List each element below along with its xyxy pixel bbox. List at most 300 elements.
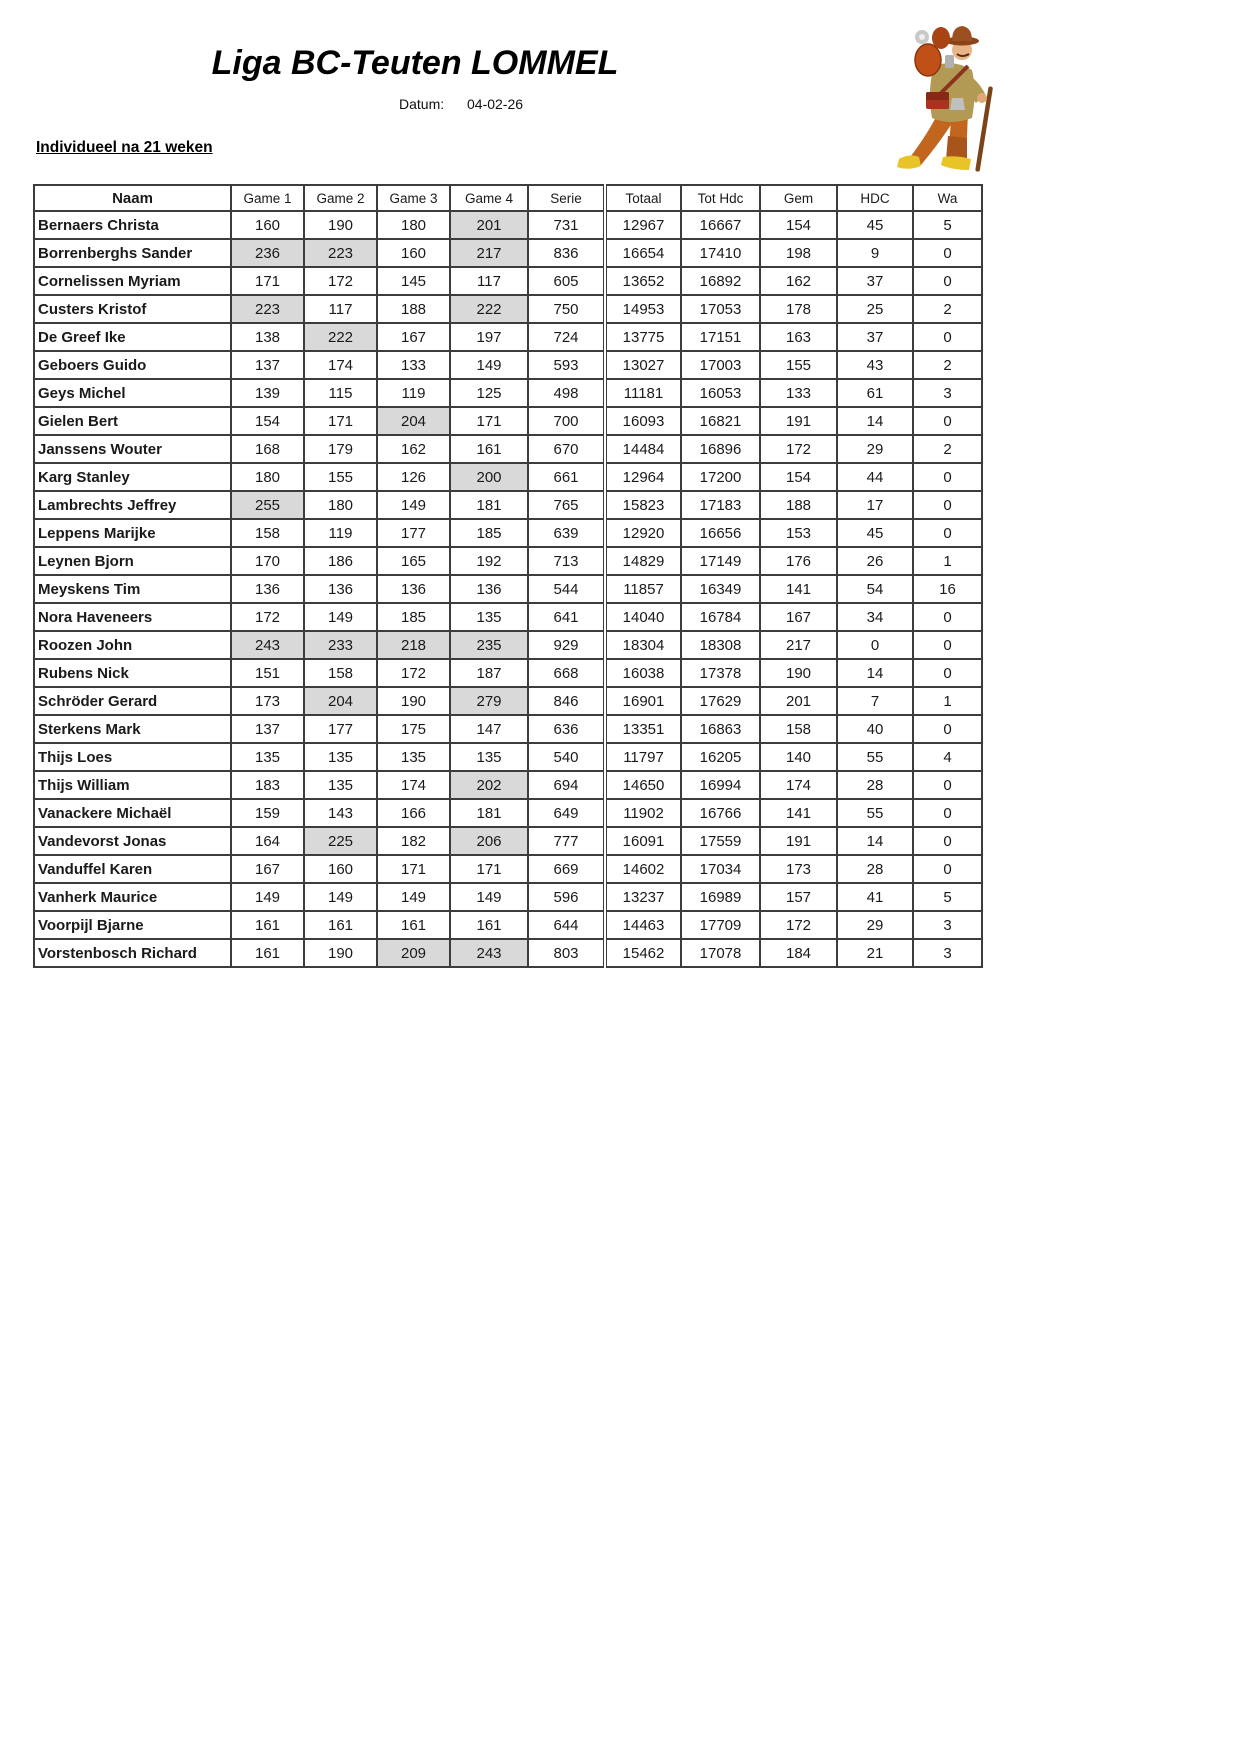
stat-cell: 172 xyxy=(760,911,837,939)
stat-cell: 55 xyxy=(837,743,913,771)
stat-cell: 0 xyxy=(837,631,913,659)
game-score-cell: 202 xyxy=(450,771,528,799)
stat-cell: 37 xyxy=(837,267,913,295)
table-row xyxy=(34,435,982,463)
stat-cell: 0 xyxy=(913,855,982,883)
stat-cell: 43 xyxy=(837,351,913,379)
stat-cell: 178 xyxy=(760,295,837,323)
player-name-cell: Vanduffel Karen xyxy=(34,855,231,883)
player-name-cell: Lambrechts Jeffrey xyxy=(34,491,231,519)
section-subtitle: Individueel na 21 weken xyxy=(36,139,213,156)
table-row xyxy=(34,631,982,659)
column-header-naam: Naam xyxy=(34,185,231,211)
table-row xyxy=(34,939,982,967)
results-table-body xyxy=(34,211,982,967)
stat-cell: 16667 xyxy=(681,211,760,239)
table-row xyxy=(34,771,982,799)
table-row xyxy=(34,687,982,715)
stat-cell: 17149 xyxy=(681,547,760,575)
stat-cell: 16 xyxy=(913,575,982,603)
stat-cell: 12964 xyxy=(605,463,681,491)
stat-cell: 34 xyxy=(837,603,913,631)
game-score-cell: 139 xyxy=(231,379,304,407)
table-row xyxy=(34,799,982,827)
game-score-cell: 149 xyxy=(450,351,528,379)
game-score-cell: 149 xyxy=(304,603,377,631)
game-score-cell: 135 xyxy=(304,743,377,771)
stat-cell: 61 xyxy=(837,379,913,407)
stat-cell: 669 xyxy=(528,855,605,883)
game-score-cell: 135 xyxy=(450,603,528,631)
stat-cell: 174 xyxy=(760,771,837,799)
stat-cell: 605 xyxy=(528,267,605,295)
stat-cell: 17378 xyxy=(681,659,760,687)
game-score-cell: 119 xyxy=(377,379,450,407)
stat-cell: 37 xyxy=(837,323,913,351)
game-score-cell: 183 xyxy=(231,771,304,799)
game-score-cell: 160 xyxy=(377,239,450,267)
game-score-cell: 126 xyxy=(377,463,450,491)
stat-cell: 17709 xyxy=(681,911,760,939)
stat-cell: 5 xyxy=(913,883,982,911)
stat-cell: 16896 xyxy=(681,435,760,463)
game-score-cell: 136 xyxy=(304,575,377,603)
stat-cell: 55 xyxy=(837,799,913,827)
game-score-cell: 166 xyxy=(377,799,450,827)
game-score-cell: 173 xyxy=(231,687,304,715)
game-score-cell: 204 xyxy=(304,687,377,715)
stat-cell: 25 xyxy=(837,295,913,323)
stat-cell: 0 xyxy=(913,799,982,827)
game-score-cell: 186 xyxy=(304,547,377,575)
stat-cell: 16892 xyxy=(681,267,760,295)
game-score-cell: 236 xyxy=(231,239,304,267)
player-name-cell: De Greef Ike xyxy=(34,323,231,351)
stat-cell: 0 xyxy=(913,631,982,659)
player-name-cell: Gielen Bert xyxy=(34,407,231,435)
table-row xyxy=(34,239,982,267)
game-score-cell: 154 xyxy=(231,407,304,435)
stat-cell: 9 xyxy=(837,239,913,267)
player-name-cell: Geys Michel xyxy=(34,379,231,407)
stat-cell: 54 xyxy=(837,575,913,603)
stat-cell: 13775 xyxy=(605,323,681,351)
game-score-cell: 170 xyxy=(231,547,304,575)
game-score-cell: 115 xyxy=(304,379,377,407)
stat-cell: 670 xyxy=(528,435,605,463)
stat-cell: 2 xyxy=(913,351,982,379)
stat-cell: 1 xyxy=(913,687,982,715)
game-score-cell: 177 xyxy=(377,519,450,547)
game-score-cell: 149 xyxy=(377,883,450,911)
stat-cell: 16863 xyxy=(681,715,760,743)
game-score-cell: 180 xyxy=(377,211,450,239)
player-name-cell: Leppens Marijke xyxy=(34,519,231,547)
stat-cell: 929 xyxy=(528,631,605,659)
game-score-cell: 138 xyxy=(231,323,304,351)
game-score-cell: 164 xyxy=(231,827,304,855)
stat-cell: 731 xyxy=(528,211,605,239)
column-header-tot-hdc: Tot Hdc xyxy=(681,185,760,211)
stat-cell: 12967 xyxy=(605,211,681,239)
stat-cell: 2 xyxy=(913,295,982,323)
stat-cell: 18308 xyxy=(681,631,760,659)
stat-cell: 11902 xyxy=(605,799,681,827)
game-score-cell: 177 xyxy=(304,715,377,743)
game-score-cell: 160 xyxy=(304,855,377,883)
stat-cell: 16766 xyxy=(681,799,760,827)
stat-cell: 498 xyxy=(528,379,605,407)
game-score-cell: 181 xyxy=(450,799,528,827)
stat-cell: 636 xyxy=(528,715,605,743)
table-row xyxy=(34,407,982,435)
game-score-cell: 190 xyxy=(377,687,450,715)
stat-cell: 17200 xyxy=(681,463,760,491)
game-score-cell: 222 xyxy=(304,323,377,351)
game-score-cell: 233 xyxy=(304,631,377,659)
stat-cell: 0 xyxy=(913,771,982,799)
player-name-cell: Karg Stanley xyxy=(34,463,231,491)
stat-cell: 13351 xyxy=(605,715,681,743)
stat-cell: 26 xyxy=(837,547,913,575)
game-score-cell: 187 xyxy=(450,659,528,687)
column-header-game-4: Game 4 xyxy=(450,185,528,211)
game-score-cell: 161 xyxy=(231,911,304,939)
game-score-cell: 209 xyxy=(377,939,450,967)
stat-cell: 14463 xyxy=(605,911,681,939)
stat-cell: 176 xyxy=(760,547,837,575)
game-score-cell: 117 xyxy=(450,267,528,295)
game-score-cell: 160 xyxy=(231,211,304,239)
stat-cell: 157 xyxy=(760,883,837,911)
stat-cell: 41 xyxy=(837,883,913,911)
game-score-cell: 218 xyxy=(377,631,450,659)
player-name-cell: Vanherk Maurice xyxy=(34,883,231,911)
game-score-cell: 279 xyxy=(450,687,528,715)
stat-cell: 14602 xyxy=(605,855,681,883)
stat-cell: 16654 xyxy=(605,239,681,267)
game-score-cell: 185 xyxy=(450,519,528,547)
game-score-cell: 136 xyxy=(450,575,528,603)
game-score-cell: 135 xyxy=(231,743,304,771)
stat-cell: 16821 xyxy=(681,407,760,435)
game-score-cell: 137 xyxy=(231,715,304,743)
stat-cell: 201 xyxy=(760,687,837,715)
stat-cell: 846 xyxy=(528,687,605,715)
stat-cell: 133 xyxy=(760,379,837,407)
stat-cell: 141 xyxy=(760,575,837,603)
player-name-cell: Nora Haveneers xyxy=(34,603,231,631)
stat-cell: 16091 xyxy=(605,827,681,855)
stat-cell: 17183 xyxy=(681,491,760,519)
table-row xyxy=(34,743,982,771)
stat-cell: 641 xyxy=(528,603,605,631)
stat-cell: 158 xyxy=(760,715,837,743)
game-score-cell: 225 xyxy=(304,827,377,855)
game-score-cell: 174 xyxy=(304,351,377,379)
stat-cell: 639 xyxy=(528,519,605,547)
stat-cell: 16093 xyxy=(605,407,681,435)
stat-cell: 173 xyxy=(760,855,837,883)
column-header-game-3: Game 3 xyxy=(377,185,450,211)
stat-cell: 649 xyxy=(528,799,605,827)
stat-cell: 3 xyxy=(913,939,982,967)
stat-cell: 16349 xyxy=(681,575,760,603)
stat-cell: 668 xyxy=(528,659,605,687)
game-score-cell: 171 xyxy=(377,855,450,883)
game-score-cell: 255 xyxy=(231,491,304,519)
game-score-cell: 159 xyxy=(231,799,304,827)
stat-cell: 16205 xyxy=(681,743,760,771)
teuten-peddler-illustration xyxy=(882,8,1022,178)
player-name-cell: Voorpijl Bjarne xyxy=(34,911,231,939)
column-header-serie: Serie xyxy=(528,185,605,211)
table-row xyxy=(34,379,982,407)
stat-cell: 4 xyxy=(913,743,982,771)
table-row xyxy=(34,883,982,911)
stat-cell: 750 xyxy=(528,295,605,323)
table-row xyxy=(34,463,982,491)
column-header-totaal: Totaal xyxy=(605,185,681,211)
game-score-cell: 158 xyxy=(231,519,304,547)
game-score-cell: 168 xyxy=(231,435,304,463)
game-score-cell: 147 xyxy=(450,715,528,743)
table-row xyxy=(34,827,982,855)
stat-cell: 17559 xyxy=(681,827,760,855)
stat-cell: 11857 xyxy=(605,575,681,603)
stat-cell: 593 xyxy=(528,351,605,379)
stat-cell: 155 xyxy=(760,351,837,379)
stat-cell: 28 xyxy=(837,855,913,883)
stat-cell: 16989 xyxy=(681,883,760,911)
stat-cell: 544 xyxy=(528,575,605,603)
game-score-cell: 117 xyxy=(304,295,377,323)
game-score-cell: 161 xyxy=(377,911,450,939)
table-row xyxy=(34,351,982,379)
game-score-cell: 171 xyxy=(450,855,528,883)
stat-cell: 0 xyxy=(913,603,982,631)
game-score-cell: 223 xyxy=(231,295,304,323)
stat-cell: 17151 xyxy=(681,323,760,351)
player-name-cell: Cornelissen Myriam xyxy=(34,267,231,295)
game-score-cell: 149 xyxy=(450,883,528,911)
stat-cell: 191 xyxy=(760,827,837,855)
stat-cell: 14953 xyxy=(605,295,681,323)
game-score-cell: 172 xyxy=(304,267,377,295)
game-score-cell: 204 xyxy=(377,407,450,435)
player-name-cell: Vandevorst Jonas xyxy=(34,827,231,855)
table-row xyxy=(34,575,982,603)
table-row xyxy=(34,911,982,939)
stat-cell: 836 xyxy=(528,239,605,267)
stat-cell: 17053 xyxy=(681,295,760,323)
column-header-game-2: Game 2 xyxy=(304,185,377,211)
game-score-cell: 192 xyxy=(450,547,528,575)
stat-cell: 191 xyxy=(760,407,837,435)
stat-cell: 13652 xyxy=(605,267,681,295)
stat-cell: 0 xyxy=(913,323,982,351)
stat-cell: 14 xyxy=(837,827,913,855)
table-row xyxy=(34,267,982,295)
player-name-cell: Geboers Guido xyxy=(34,351,231,379)
stat-cell: 17034 xyxy=(681,855,760,883)
stat-cell: 153 xyxy=(760,519,837,547)
stat-cell: 3 xyxy=(913,911,982,939)
stat-cell: 16053 xyxy=(681,379,760,407)
player-name-cell: Rubens Nick xyxy=(34,659,231,687)
stat-cell: 13027 xyxy=(605,351,681,379)
game-score-cell: 180 xyxy=(231,463,304,491)
game-score-cell: 235 xyxy=(450,631,528,659)
game-score-cell: 136 xyxy=(231,575,304,603)
stat-cell: 17629 xyxy=(681,687,760,715)
datum-label: Datum: xyxy=(399,96,445,112)
game-score-cell: 143 xyxy=(304,799,377,827)
stat-cell: 44 xyxy=(837,463,913,491)
game-score-cell: 190 xyxy=(304,939,377,967)
stat-cell: 1 xyxy=(913,547,982,575)
stat-cell: 45 xyxy=(837,519,913,547)
game-score-cell: 172 xyxy=(377,659,450,687)
table-row xyxy=(34,491,982,519)
stat-cell: 0 xyxy=(913,239,982,267)
stat-cell: 644 xyxy=(528,911,605,939)
game-score-cell: 135 xyxy=(377,743,450,771)
game-score-cell: 149 xyxy=(377,491,450,519)
game-score-cell: 200 xyxy=(450,463,528,491)
stat-cell: 18304 xyxy=(605,631,681,659)
game-score-cell: 149 xyxy=(231,883,304,911)
column-header-wa: Wa xyxy=(913,185,982,211)
player-name-cell: Sterkens Mark xyxy=(34,715,231,743)
table-row xyxy=(34,323,982,351)
game-score-cell: 119 xyxy=(304,519,377,547)
stat-cell: 17 xyxy=(837,491,913,519)
stat-cell: 713 xyxy=(528,547,605,575)
stat-cell: 0 xyxy=(913,519,982,547)
stat-cell: 16901 xyxy=(605,687,681,715)
stat-cell: 0 xyxy=(913,267,982,295)
peddler-icon xyxy=(882,8,1022,178)
stat-cell: 803 xyxy=(528,939,605,967)
stat-cell: 16656 xyxy=(681,519,760,547)
stat-cell: 694 xyxy=(528,771,605,799)
stat-cell: 190 xyxy=(760,659,837,687)
game-score-cell: 243 xyxy=(231,631,304,659)
player-name-cell: Thijs Loes xyxy=(34,743,231,771)
stat-cell: 777 xyxy=(528,827,605,855)
stat-cell: 14040 xyxy=(605,603,681,631)
table-header-row xyxy=(34,185,982,211)
stat-cell: 217 xyxy=(760,631,837,659)
stat-cell: 16784 xyxy=(681,603,760,631)
stat-cell: 17078 xyxy=(681,939,760,967)
game-score-cell: 161 xyxy=(450,911,528,939)
game-score-cell: 161 xyxy=(231,939,304,967)
stat-cell: 0 xyxy=(913,463,982,491)
game-score-cell: 133 xyxy=(377,351,450,379)
game-score-cell: 151 xyxy=(231,659,304,687)
stat-cell: 172 xyxy=(760,435,837,463)
stat-cell: 765 xyxy=(528,491,605,519)
stat-cell: 0 xyxy=(913,407,982,435)
stat-cell: 14 xyxy=(837,659,913,687)
game-score-cell: 182 xyxy=(377,827,450,855)
column-header-hdc: HDC xyxy=(837,185,913,211)
stat-cell: 154 xyxy=(760,463,837,491)
stat-cell: 700 xyxy=(528,407,605,435)
page-title: Liga BC-Teuten LOMMEL xyxy=(211,44,619,82)
game-score-cell: 197 xyxy=(450,323,528,351)
stat-cell: 12920 xyxy=(605,519,681,547)
stat-cell: 188 xyxy=(760,491,837,519)
game-score-cell: 135 xyxy=(450,743,528,771)
stat-cell: 11181 xyxy=(605,379,681,407)
game-score-cell: 137 xyxy=(231,351,304,379)
table-row xyxy=(34,715,982,743)
table-row xyxy=(34,603,982,631)
stat-cell: 28 xyxy=(837,771,913,799)
player-name-cell: Vanackere Michaël xyxy=(34,799,231,827)
game-score-cell: 172 xyxy=(231,603,304,631)
stat-cell: 140 xyxy=(760,743,837,771)
stat-cell: 154 xyxy=(760,211,837,239)
stat-cell: 29 xyxy=(837,435,913,463)
game-score-cell: 171 xyxy=(231,267,304,295)
stat-cell: 0 xyxy=(913,715,982,743)
table-row xyxy=(34,295,982,323)
game-score-cell: 165 xyxy=(377,547,450,575)
table-row xyxy=(34,211,982,239)
stat-cell: 15823 xyxy=(605,491,681,519)
stat-cell: 14 xyxy=(837,407,913,435)
game-score-cell: 181 xyxy=(450,491,528,519)
stat-cell: 0 xyxy=(913,491,982,519)
stat-cell: 141 xyxy=(760,799,837,827)
stat-cell: 184 xyxy=(760,939,837,967)
game-score-cell: 167 xyxy=(377,323,450,351)
game-score-cell: 155 xyxy=(304,463,377,491)
stat-cell: 0 xyxy=(913,659,982,687)
game-score-cell: 217 xyxy=(450,239,528,267)
column-header-game-1: Game 1 xyxy=(231,185,304,211)
stat-cell: 167 xyxy=(760,603,837,631)
stat-cell: 14829 xyxy=(605,547,681,575)
stat-cell: 596 xyxy=(528,883,605,911)
game-score-cell: 162 xyxy=(377,435,450,463)
player-name-cell: Leynen Bjorn xyxy=(34,547,231,575)
stat-cell: 162 xyxy=(760,267,837,295)
datum-value: 04-02-26 xyxy=(467,96,524,112)
game-score-cell: 188 xyxy=(377,295,450,323)
game-score-cell: 180 xyxy=(304,491,377,519)
table-row xyxy=(34,855,982,883)
player-name-cell: Roozen John xyxy=(34,631,231,659)
game-score-cell: 149 xyxy=(304,883,377,911)
player-name-cell: Thijs William xyxy=(34,771,231,799)
game-score-cell: 222 xyxy=(450,295,528,323)
game-score-cell: 243 xyxy=(450,939,528,967)
player-name-cell: Schröder Gerard xyxy=(34,687,231,715)
game-score-cell: 125 xyxy=(450,379,528,407)
stat-cell: 21 xyxy=(837,939,913,967)
stat-cell: 17410 xyxy=(681,239,760,267)
stat-cell: 11797 xyxy=(605,743,681,771)
player-name-cell: Vorstenbosch Richard xyxy=(34,939,231,967)
player-name-cell: Bernaers Christa xyxy=(34,211,231,239)
game-score-cell: 171 xyxy=(304,407,377,435)
stat-cell: 14484 xyxy=(605,435,681,463)
